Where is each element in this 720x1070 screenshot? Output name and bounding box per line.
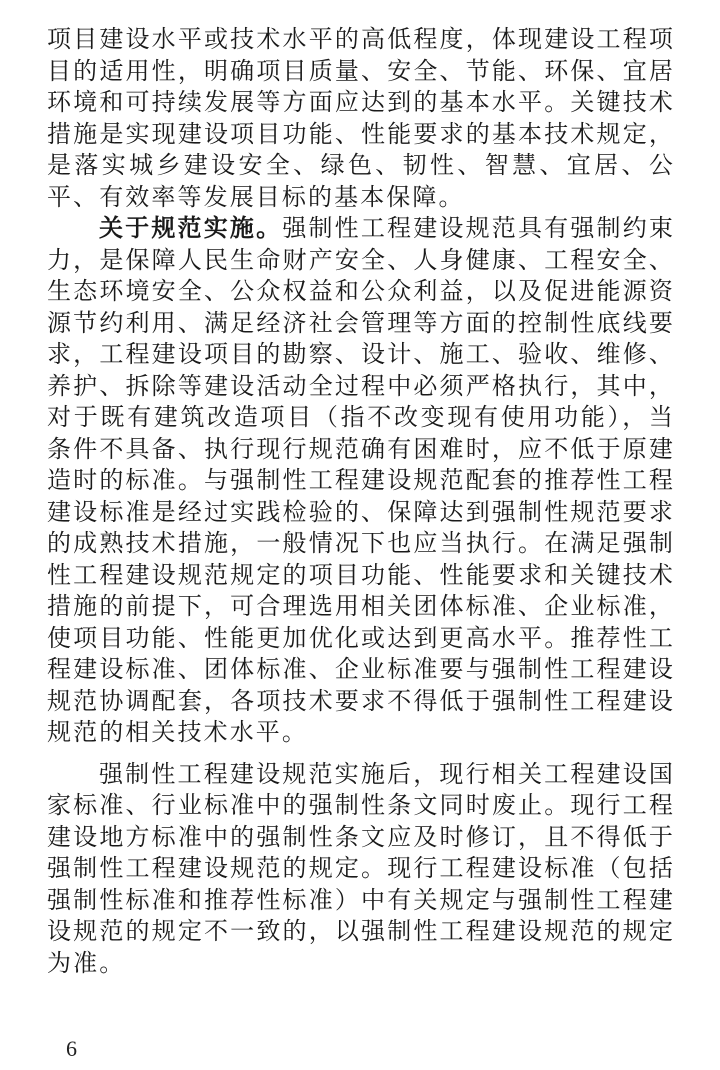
document-page [47, 24, 675, 979]
paragraph-continuation [47, 24, 675, 213]
paragraph-text: 项目建设水平或技术水平的高低程度，体现建设工程项目的适用性，明确项目质量、安全、节能、环保、宜居环境和可持续发展等方面应达到的基本水平。关键技术措施是实现建设项目功能、性能要求的基本技术规定，是落实城乡建设安全、绿色、韧性、智慧、宜居、公平、有效率等发展目标的基本保障。 [47, 25, 675, 211]
paragraph-text: 强制性工程建设规范实施后，现行相关工程建设国家标准、行业标准中的强制性条文同时废止。现行工程建设地方标准中的强制性条文应及时修订，且不得低于强制性工程建设规范的规定。现行工程建设标准（包括强制性标准和推荐性标准）中有关规定与强制性工程建设规范的规定不一致的，以强制性工程建设规范的规定为准。 [47, 759, 675, 977]
paragraph-lead-heading: 关于规范实施。 [99, 214, 283, 242]
paragraph-repeal [47, 759, 675, 980]
paragraph-implementation [47, 213, 675, 749]
page-number: 6 [66, 1036, 77, 1061]
paragraph-text: 强制性工程建设规范具有强制约束力，是保障人民生命财产安全、人身健康、工程安全、生态环境安全、公众权益和公众利益，以及促进能源资源节约利用、满足经济社会管理等方面的控制性底线要求，工程建设项目的勘察、设计、施工、验收、维修、养护、拆除等建设活动全过程中必须严格执行，其中，对于既有建筑改造项目（指不改变现有使用功能），当条件不具备、执行现行规范确有困难时，应不低于原建造时的标准。与强制性工程建设规范配套的推荐性工程建设标准是经过实践检验的、保障达到强制性规范要求的成熟技术措施，一般情况下也应当执行。在满足强制性工程建设规范规定的项目功能、性能要求和关键技术措施的前提下，可合理选用相关团体标准、企业标准，使项目功能、性能更加优化或达到更高水平。推荐性工程建设标准、团体标准、企业标准要与强制性工程建设规范协调配套，各项技术要求不得低于强制性工程建设规范的相关技术水平。 [47, 214, 676, 746]
